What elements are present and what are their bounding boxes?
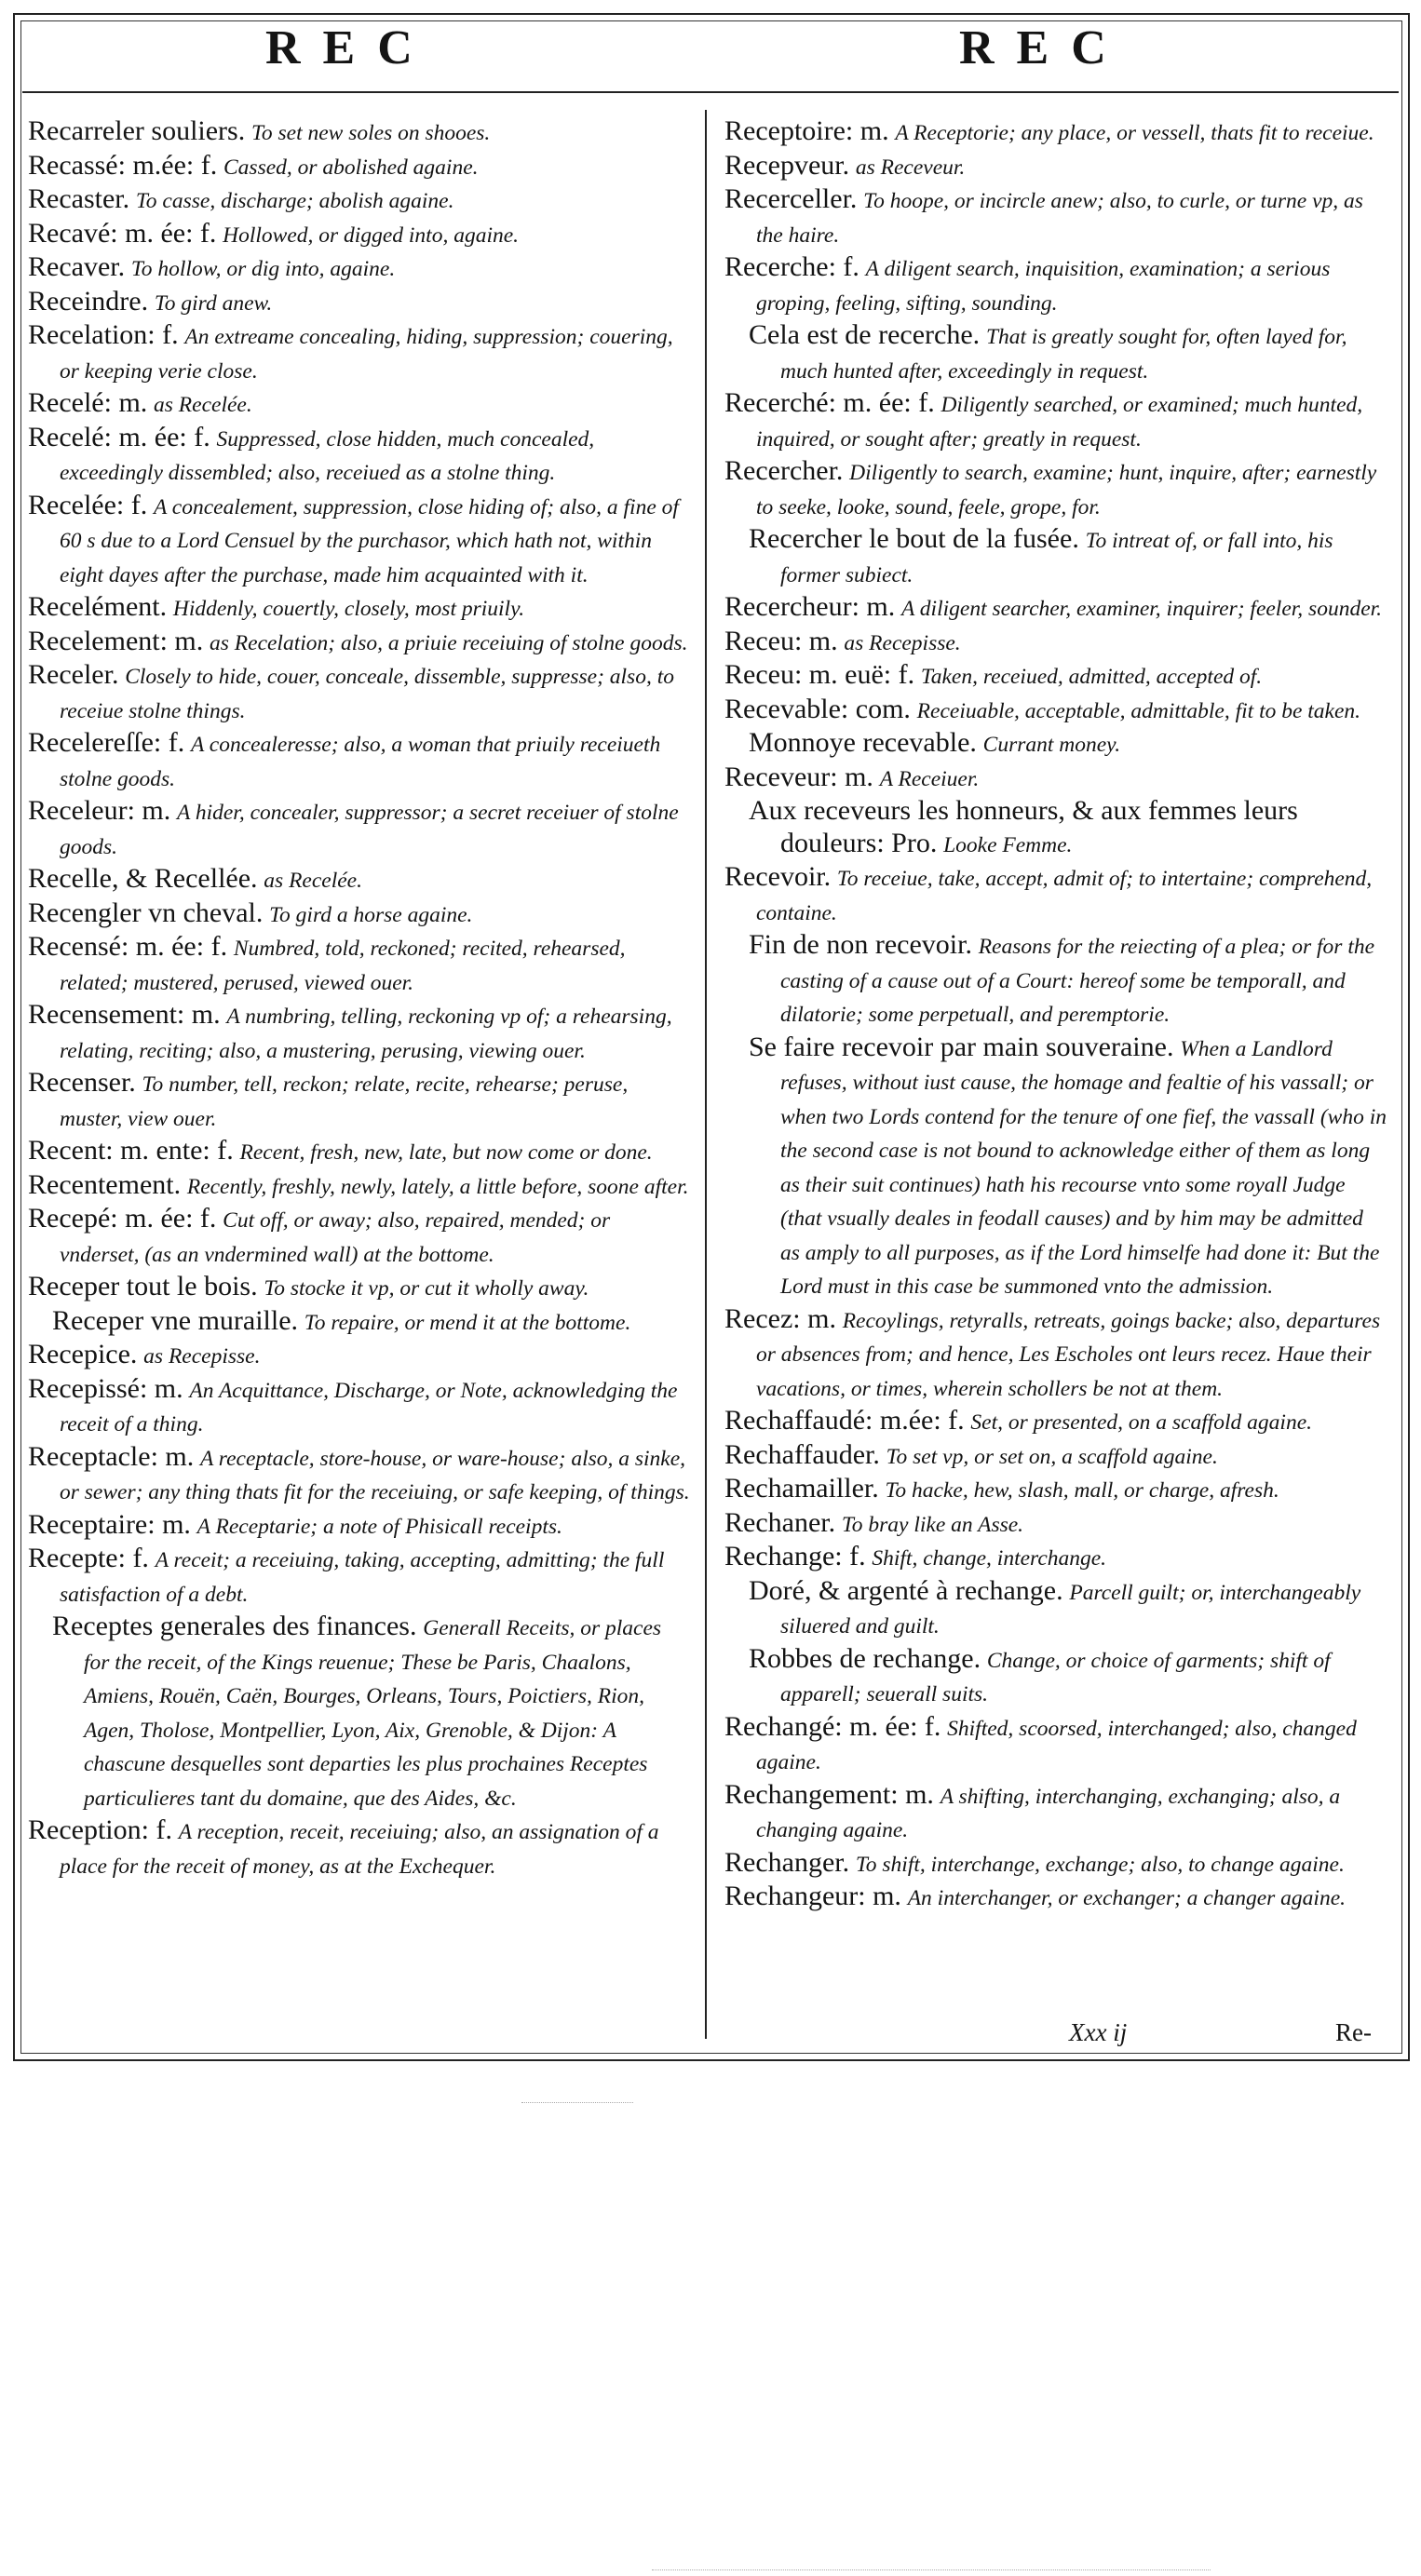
entry-definition: Generall Receits, or places for the receit, of the Kings reuenue; These be Paris, Chaalons, Amiens, Rouën, Caën, Bourges, Orleans, Tours, Poictiers, Rion, Agen, Tholose, Montpellier, Lyon, Aix, Grenoble, & Dijon: A chascune desquelles sont departies les plus prochaines Receptes particulieres tant du domaine, que des Aides, &c. <box>84 1616 662 1811</box>
entry-definition: Closely to hide, couer, conceale, dissemble, suppresse; also, to receiue stolne things. <box>60 665 674 723</box>
sub-entry <box>724 929 1387 1032</box>
entry-definition: as Recepisse. <box>143 1344 261 1369</box>
dictionary-entry <box>28 150 691 184</box>
entry-definition: A reception, receit, receiuing; also, an assignation of a place for the receit of money, as at the Exchequer. <box>60 1820 659 1879</box>
entry-headword: Recelée: f. <box>28 489 148 520</box>
sub-entry <box>724 1643 1387 1711</box>
entry-definition: Reasons for the reiecting of a plea; or for the casting of a cause out of a Court: hereof some be temporall, and dilatorie; some perpetuall, and peremptorie. <box>780 935 1375 1027</box>
entry-definition: An Acquittance, Discharge, or Note, acknowledging the receit of a thing. <box>60 1378 678 1436</box>
sub-entry <box>724 795 1387 861</box>
dictionary-entry <box>28 591 691 626</box>
entry-headword: Receveur: m. <box>724 761 873 792</box>
entry-definition: A concealeresse; also, a woman that priuily receiueth stolne goods. <box>60 733 661 791</box>
entry-headword: Recercher le bout de la fusée. <box>749 523 1079 554</box>
entry-definition: Shifted, scoorsed, interchanged; also, changed againe. <box>756 1716 1357 1774</box>
header-rule <box>22 91 1399 93</box>
entry-headword: Receu: m. <box>724 625 838 656</box>
bleed-through-mark <box>521 2102 633 2109</box>
entry-headword: Receleur: m. <box>28 795 171 826</box>
entry-definition: Cassed, or abolished againe. <box>223 155 479 180</box>
entry-headword: Recavé: m. ée: f. <box>28 217 217 249</box>
entry-definition: Looke Femme. <box>943 832 1073 857</box>
entry-definition: A concealement, suppression, close hiding of; also, a fine of 60 s due to a Lord Censuel by the purchasor, which hath not, within eight dayes after the purchase, made him acquainted with it. <box>60 494 679 587</box>
entry-headword: Recepte: f. <box>28 1543 149 1573</box>
entry-headword: Cela est de recerche. <box>749 319 981 350</box>
dictionary-entry <box>28 286 691 320</box>
entry-headword: Recenser. <box>28 1067 136 1098</box>
entry-headword: Rechamailler. <box>724 1473 879 1504</box>
entry-definition: A numbring, telling, reckoning vp of; a rehearsing, relating, reciting; also, a mustering, perusing, viewing ouer. <box>60 1005 672 1063</box>
entry-definition: To casse, discharge; abolish againe. <box>135 189 454 213</box>
entry-headword: Receindre. <box>28 285 149 317</box>
dictionary-entry <box>724 1473 1387 1507</box>
entry-headword: Receper vne muraille. <box>52 1304 299 1336</box>
entry-headword: Receper tout le bois. <box>28 1271 258 1301</box>
entry-headword: Rechangement: m. <box>724 1778 934 1810</box>
entry-definition: A receit; a receiuing, taking, accepting, admitting; the full satisfaction of a debt. <box>60 1548 665 1607</box>
entry-definition: as Recepisse. <box>844 630 961 655</box>
entry-definition: To set new soles on shooes. <box>250 121 491 145</box>
sub-entry <box>724 523 1387 591</box>
entry-definition: To hollow, or dig into, againe. <box>130 257 396 281</box>
dictionary-entry <box>28 490 691 592</box>
dictionary-entry <box>28 1543 691 1611</box>
dictionary-entry <box>28 1814 691 1882</box>
entry-headword: Rechangeur: m. <box>724 1881 901 1911</box>
dictionary-entry <box>28 931 691 999</box>
entry-headword: Rechaffauder. <box>724 1438 880 1470</box>
entry-definition: Taken, receiued, admitted, accepted of. <box>920 665 1263 689</box>
entry-headword: Recepveur. <box>724 149 850 181</box>
entry-definition: A receptacle, store-house, or ware-house; also, a sinke, or sewer; any thing thats fit for the receiuing, or safe keeping, of things. <box>60 1446 690 1504</box>
entry-headword: Recaver. <box>28 251 126 282</box>
dictionary-entry <box>28 727 691 795</box>
entry-definition: A Receiuer. <box>879 766 980 791</box>
entry-headword: Recercheur: m. <box>724 591 896 622</box>
entry-definition: as Recelée. <box>154 393 252 417</box>
entry-definition: Cut off, or away; also, repaired, mended; or vnderset, (as an vndermined wall) at the bottome. <box>60 1208 611 1267</box>
entry-headword: Recelé: m. <box>28 387 148 418</box>
entry-definition: To shift, interchange, exchange; also, to change againe. <box>855 1852 1345 1877</box>
entry-headword: Recelereſſe: f. <box>28 727 185 758</box>
dictionary-entry <box>724 1541 1387 1575</box>
dictionary-entry <box>28 387 691 422</box>
entry-definition: A diligent searcher, examiner, inquirer; feeler, sounder. <box>901 597 1383 621</box>
dictionary-entry <box>724 591 1387 626</box>
entry-headword: Recensement: m. <box>28 999 221 1030</box>
dictionary-entry <box>724 659 1387 694</box>
entry-headword: Robbes de rechange. <box>749 1642 981 1674</box>
entry-headword: Monnoye recevable. <box>749 727 977 758</box>
sub-entry <box>28 1611 691 1814</box>
entry-definition: A shifting, interchanging, exchanging; also, a changing againe. <box>756 1784 1341 1842</box>
dictionary-entry <box>724 762 1387 796</box>
entry-definition: To stocke it vp, or cut it wholly away. <box>264 1276 589 1301</box>
entry-headword: Receptaire: m. <box>28 1508 191 1540</box>
dictionary-entry <box>28 1203 691 1271</box>
dictionary-entry <box>28 1169 691 1204</box>
entry-definition: Diligently to search, examine; hunt, inquire, after; earnestly to seeke, looke, sound, feele, grope, for. <box>756 461 1377 519</box>
dictionary-entry <box>724 1779 1387 1847</box>
entry-definition: Receiuable, acceptable, admittable, fit to be taken. <box>916 698 1361 723</box>
dictionary-entry <box>28 795 691 863</box>
entry-headword: Aux receveurs les honneurs, & aux femmes leurs douleurs: Pro. <box>749 795 1298 858</box>
entry-definition: Parcell guilt; or, interchangeably siluered and guilt. <box>780 1580 1361 1639</box>
dictionary-entry <box>28 422 691 490</box>
sub-entry <box>724 319 1387 387</box>
entry-headword: Recevoir. <box>724 861 832 892</box>
dictionary-entry <box>28 218 691 252</box>
entry-definition: An extreame concealing, hiding, suppression; couering, or keeping verie close. <box>60 325 673 384</box>
entry-definition: To intreat of, or fall into, his former subiect. <box>780 529 1333 587</box>
catchword: Re- <box>1335 2018 1372 2046</box>
dictionary-entry <box>724 626 1387 660</box>
entry-definition: An interchanger, or exchanger; a changer againe. <box>907 1886 1347 1910</box>
entry-definition: To hoope, or incircle anew; also, to curle, or turne vp, as the haire. <box>756 189 1363 248</box>
entry-definition: as Recelée. <box>264 869 362 893</box>
dictionary-entry <box>28 1373 691 1441</box>
running-head-right: REC <box>959 21 1129 74</box>
dictionary-entry <box>28 1067 691 1135</box>
entry-definition: A hider, concealer, suppressor; a secret receiuer of stolne goods. <box>60 801 679 859</box>
entry-headword: Receler. <box>28 659 119 690</box>
entry-definition: Hiddenly, couertly, closely, most priuily. <box>172 597 525 621</box>
running-head-left: REC <box>265 21 435 74</box>
dictionary-entry <box>28 897 691 932</box>
entry-definition: Shift, change, interchange. <box>872 1546 1107 1571</box>
entry-definition: Recently, freshly, newly, lately, a little before, soone after. <box>186 1174 689 1199</box>
entry-headword: Doré, & argenté à rechange. <box>749 1574 1063 1606</box>
dictionary-entry <box>28 115 691 150</box>
entry-headword: Recensé: m. ée: f. <box>28 931 228 962</box>
dictionary-entry <box>28 1339 691 1373</box>
dictionary-entry <box>724 150 1387 184</box>
dictionary-entry <box>28 1509 691 1544</box>
entry-definition: To hacke, hew, slash, mall, or charge, afresh. <box>885 1478 1279 1503</box>
dictionary-entry <box>724 1507 1387 1542</box>
dictionary-entry <box>724 1405 1387 1439</box>
entry-headword: Rechaner. <box>724 1506 836 1538</box>
entry-definition: To receiue, take, accept, admit of; to intertaine; comprehend, containe. <box>756 867 1373 925</box>
dictionary-entry <box>28 863 691 897</box>
entry-headword: Receptoire: m. <box>724 115 889 146</box>
entry-definition: To gird a horse againe. <box>269 902 473 927</box>
entry-headword: Recassé: m.ée: f. <box>28 149 218 181</box>
left-column <box>28 115 691 1882</box>
dictionary-entry <box>28 999 691 1067</box>
entry-headword: Recaster. <box>28 183 130 214</box>
entry-headword: Receptes generales des finances. <box>52 1611 417 1641</box>
dictionary-entry <box>724 387 1387 455</box>
dictionary-entry <box>724 1439 1387 1474</box>
entry-definition: To gird anew. <box>154 290 273 316</box>
entry-headword: Recelation: f. <box>28 319 179 350</box>
dictionary-entry <box>724 861 1387 929</box>
dictionary-entry <box>724 251 1387 319</box>
entry-headword: Recepissé: m. <box>28 1372 183 1404</box>
dictionary-entry <box>28 1135 691 1169</box>
entry-definition: That is greatly sought for, often layed for, much hunted after, exceedingly in request. <box>780 325 1347 384</box>
entry-definition: as Receveur. <box>855 155 966 180</box>
dictionary-entry <box>28 626 691 660</box>
entry-headword: Recent: m. ente: f. <box>28 1135 234 1166</box>
entry-definition: To set vp, or set on, a scaffold againe. <box>886 1444 1218 1469</box>
entry-headword: Recerceller. <box>724 183 858 214</box>
entry-headword: Se faire recevoir par main souveraine. <box>749 1031 1174 1062</box>
dictionary-entry <box>28 659 691 727</box>
entry-headword: Rechange: f. <box>724 1541 866 1571</box>
sub-entry <box>724 727 1387 762</box>
signature-mark: Xxx ij <box>1069 2018 1128 2046</box>
entry-definition: Hollowed, or digged into, againe. <box>223 223 520 248</box>
dictionary-entry <box>724 1847 1387 1881</box>
entry-headword: Recerché: m. ée: f. <box>724 387 935 418</box>
entry-headword: Recelé: m. ée: f. <box>28 421 210 452</box>
entry-definition: Currant money. <box>982 733 1121 757</box>
entry-headword: Recelle, & Recellée. <box>28 863 258 894</box>
sub-entry <box>28 1305 691 1340</box>
entry-headword: Recercher. <box>724 455 844 486</box>
entry-definition: Recent, fresh, new, late, but now come or done. <box>239 1140 653 1165</box>
entry-headword: Fin de non recevoir. <box>749 929 972 960</box>
entry-definition: To repaire, or mend it at the bottome. <box>304 1310 631 1335</box>
entry-headword: Recengler vn cheval. <box>28 897 264 928</box>
dictionary-entry <box>724 1303 1387 1406</box>
entry-headword: Rechanger. <box>724 1846 850 1878</box>
entry-headword: Rechangé: m. ée: f. <box>724 1710 941 1742</box>
entry-headword: Recentement. <box>28 1168 182 1200</box>
column-divider <box>705 110 707 2039</box>
entry-headword: Rechaffaudé: m.ée: f. <box>724 1405 965 1436</box>
dictionary-entry <box>724 455 1387 523</box>
dictionary-entry <box>28 251 691 286</box>
entry-definition: Set, or presented, on a scaffold againe. <box>970 1410 1312 1435</box>
entry-headword: Recerche: f. <box>724 251 859 282</box>
entry-definition: Suppressed, close hidden, much concealed, exceedingly dissembled; also, receiued as a stolne thing. <box>60 426 595 485</box>
entry-definition: To number, tell, reckon; relate, recite, rehearse; peruse, muster, view ouer. <box>60 1072 629 1131</box>
sub-entry <box>724 1575 1387 1643</box>
dictionary-entry <box>724 1711 1387 1779</box>
entry-definition: A Receptarie; a note of Phisicall receipts. <box>196 1514 562 1539</box>
dictionary-entry <box>724 115 1387 150</box>
entry-headword: Recelément. <box>28 591 168 622</box>
entry-headword: Receptacle: m. <box>28 1440 195 1472</box>
dictionary-entry <box>724 183 1387 251</box>
entry-definition: Numbred, told, reckoned; recited, rehearsed, related; mustered, perused, viewed ouer. <box>60 937 626 995</box>
entry-headword: Recelement: m. <box>28 625 204 656</box>
entry-definition: A diligent search, inquisition, examination; a serious groping, feeling, sifting, sounding. <box>756 257 1331 316</box>
entry-definition: A Receptorie; any place, or vessell, thats fit to receiue. <box>895 121 1374 145</box>
entry-definition: To bray like an Asse. <box>841 1512 1024 1537</box>
entry-headword: Recez: m. <box>724 1302 836 1334</box>
right-column <box>724 115 1387 1915</box>
dictionary-entry <box>724 1881 1387 1915</box>
entry-headword: Recepé: m. ée: f. <box>28 1203 217 1234</box>
entry-headword: Recepice. <box>28 1339 138 1369</box>
dictionary-entry <box>28 319 691 387</box>
entry-definition: Diligently searched, or examined; much hunted, inquired, or sought after; greatly in request. <box>756 393 1363 452</box>
entry-definition: Recoylings, retyralls, retreats, goings backe; also, departures or absences from; and hence, Les Escholes ont leurs recez. Haue their vacations, or times, wherein schollers be not at them. <box>756 1308 1381 1401</box>
dictionary-entry <box>28 1271 691 1305</box>
dictionary-entry <box>28 1441 691 1509</box>
entry-definition: Change, or choice of garments; shift of apparell; seuerall suits. <box>780 1648 1331 1706</box>
entry-headword: Reception: f. <box>28 1814 172 1845</box>
entry-definition: When a Landlord refuses, without iust cause, the homage and fealtie of his vassall; or when two Lords contend for the tenure of one fief, the vassall (who in the second case is not bound to acknowledge either of them as long as their suit continues) hath his recourse vnto some royall Judge (that vsually deales in feodall causes) and by him may be admitted as amply to all purposes, as if the Lord himselfe had done it: But the Lord must in this case be summoned vnto the admission. <box>780 1036 1387 1299</box>
dictionary-entry <box>724 694 1387 728</box>
sub-entry <box>724 1032 1387 1303</box>
entry-headword: Recevable: com. <box>724 693 911 724</box>
dictionary-entry <box>28 183 691 218</box>
entry-headword: Receu: m. euë: f. <box>724 659 915 690</box>
entry-definition: as Recelation; also, a priuie receiuing of stolne goods. <box>210 630 688 655</box>
entry-headword: Recarreler souliers. <box>28 115 246 146</box>
